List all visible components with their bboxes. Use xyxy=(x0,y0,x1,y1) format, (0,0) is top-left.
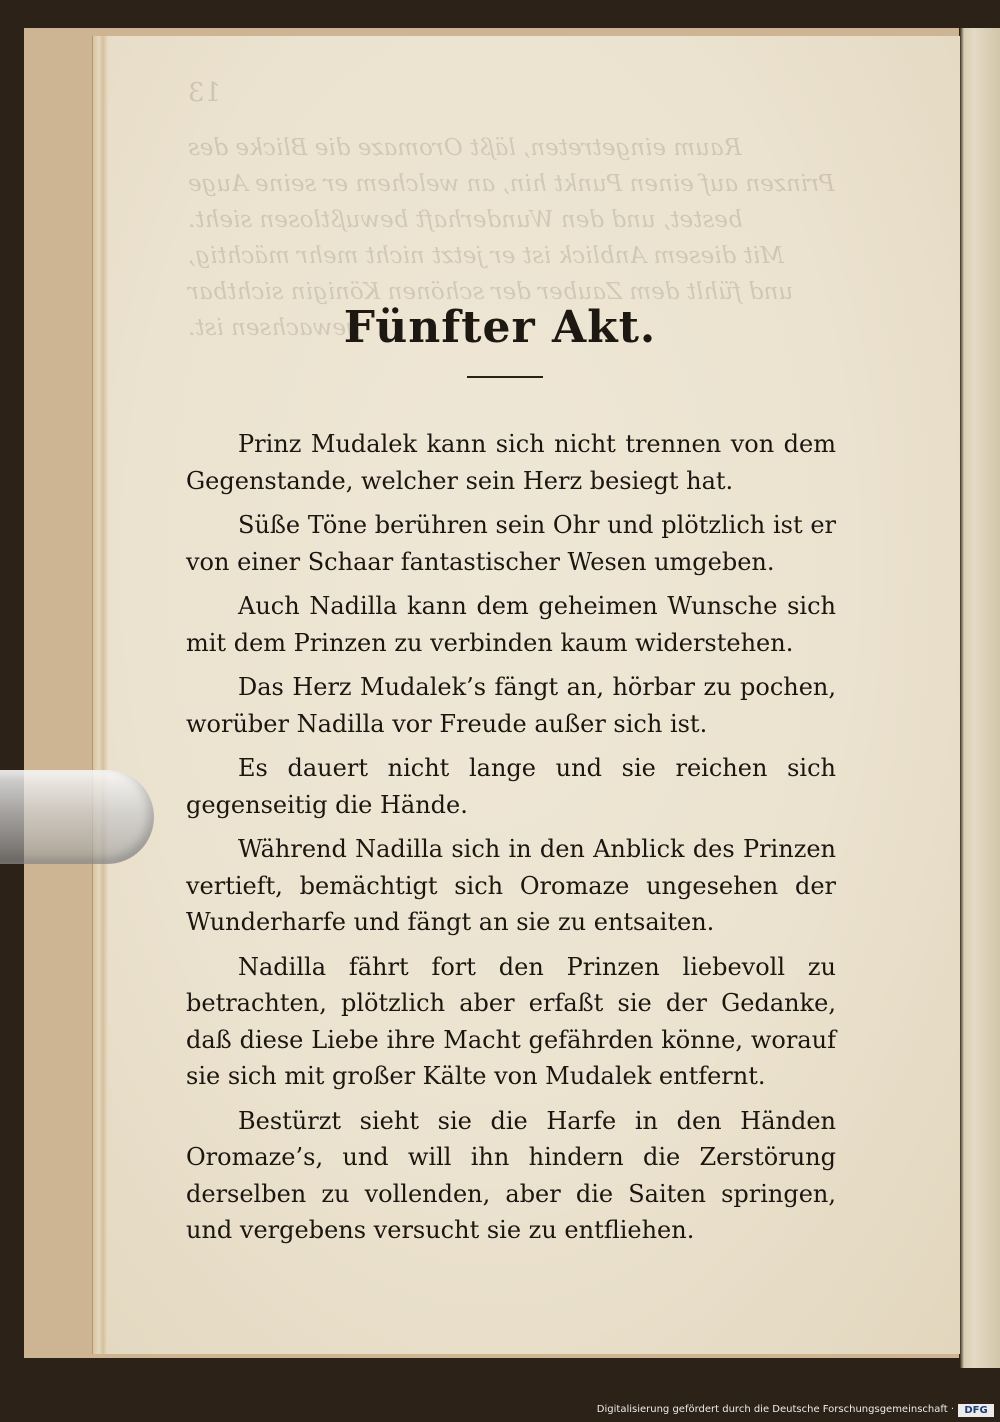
bleed-line: bestet, und den Wunderhaft bewußtlosen sieht. xyxy=(188,207,743,233)
facing-page-edge xyxy=(960,28,1000,1368)
act-heading: Fünfter Akt. xyxy=(343,302,657,353)
paragraph: Während Nadilla sich in den Anblick des Prinzen vertieft, bemächtigt sich Oromaze ungesehen der Wunderharfe und fängt an sie zu entsaiten. xyxy=(186,835,836,936)
paragraph: Prinz Mudalek kann sich nicht trennen von dem Gegenstande, welcher sein Herz besiegt hat. xyxy=(186,430,836,495)
paragraph: Das Herz Mudalek’s fängt an, hörbar zu pochen, worüber Nadilla vor Freude außer sich ist. xyxy=(186,673,836,738)
footer-bar xyxy=(0,1400,1000,1422)
bleed-line: Prinzen auf einen Punkt hin, an welchem er seine Auge xyxy=(188,171,835,197)
paragraph: Es dauert nicht lange und sie reichen sich gegenseitig die Hände. xyxy=(186,754,836,819)
paragraph: Süße Töne berühren sein Ohr und plötzlich ist er von einer Schaar fantastischer Wesen umgeben. xyxy=(186,511,836,576)
bleed-page-number: 13 xyxy=(188,78,222,108)
body-text xyxy=(186,426,836,1257)
paragraph: Bestürzt sieht sie die Harfe in den Händen Oromaze’s, und will ihn hindern die Zerstörung derselben zu vollenden, aber die Saiten springen, und vergebens versucht sie zu entfliehen. xyxy=(186,1106,836,1244)
heading-rule xyxy=(467,376,543,378)
bleed-line: Raum eingetreten, läßt Oromaze die Blicke des xyxy=(188,135,742,161)
bleed-line: Mit diesem Anblick ist er jetzt nicht mehr mächtig, xyxy=(188,243,784,269)
bleed-line: gewachsen ist. xyxy=(188,315,361,341)
page-holder-clip xyxy=(0,770,154,864)
bleed-line: und fühlt dem Zauber der schönen Königin sichtbar xyxy=(188,279,794,305)
paragraph: Nadilla fährt fort den Prinzen liebevoll zu betrachten, plötzlich aber erfaßt sie der Gedanke, daß diese Liebe ihre Macht gefährden könne, worauf sie sich mit großer Kälte von Mudalek entfernt. xyxy=(186,952,836,1090)
paragraph: Auch Nadilla kann dem geheimen Wunsche sich mit dem Prinzen zu verbinden kaum widerstehen. xyxy=(186,592,836,657)
funding-credit: Digitalisierung gefördert durch die Deutsche Forschungsgemeinschaft · xyxy=(596,1404,954,1415)
dfg-logo-icon: DFG xyxy=(958,1404,994,1417)
